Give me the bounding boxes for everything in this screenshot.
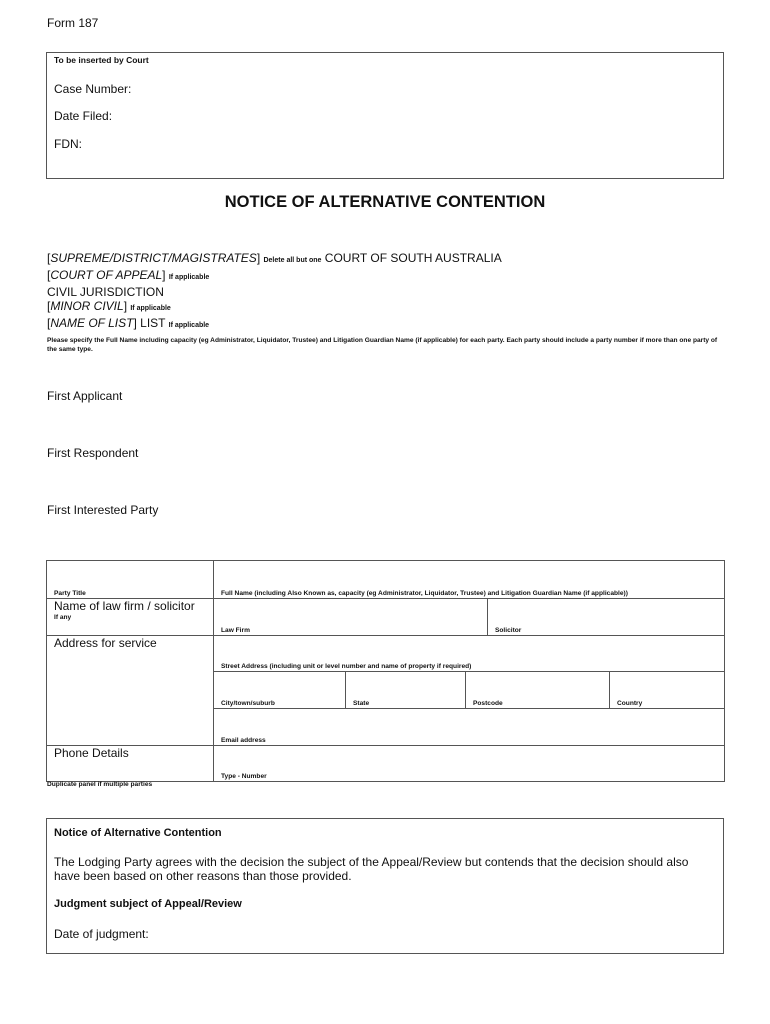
email-cell[interactable]: [214, 709, 725, 746]
law-firm-hint: If any: [54, 614, 72, 621]
party-first-applicant: First Applicant: [47, 389, 123, 403]
phone-heading: Phone Details: [54, 746, 129, 760]
phone-heading-cell: [47, 746, 214, 782]
fdn-label: FDN:: [54, 137, 82, 151]
court-use-box: [46, 52, 724, 179]
party-first-respondent: First Respondent: [47, 446, 139, 460]
solicitor-label: Solicitor: [495, 627, 522, 634]
address-heading-cell: [47, 636, 214, 746]
jurisdiction-line-civil: CIVIL JURISDICTION: [47, 285, 164, 299]
court-hint: Delete all but one: [263, 257, 322, 264]
minor-civil-hint: If applicable: [130, 305, 171, 312]
country-label: Country: [617, 700, 643, 707]
party-title-label: Party Title: [54, 590, 86, 597]
street-cell[interactable]: [214, 636, 725, 672]
city-label: City/town/suburb: [221, 700, 275, 707]
notice-body: The Lodging Party agrees with the decision the subject of the Appeal/Review but contends that the decision should also have been based on other reasons than those provided.: [54, 855, 689, 883]
party-instruction: Please specify the Full Name including capacity (eg Administrator, Liquidator, Trustee) and Litigation Guardian Name (if applicable) for each party. Each party should include a party number if more than one party of the same type.: [47, 337, 718, 353]
jurisdiction-line-court: [SUPREME/DISTRICT/MAGISTRATES] Delete all but one COURT OF SOUTH AUSTRALIA: [47, 251, 502, 265]
type-number-label: Type - Number: [221, 773, 267, 780]
law-firm-heading: Name of law firm / solicitor: [54, 599, 195, 613]
page-title: NOTICE OF ALTERNATIVE CONTENTION: [224, 193, 546, 211]
law-firm-heading-cell: [47, 599, 214, 636]
country-cell[interactable]: [610, 672, 725, 709]
postcode-cell[interactable]: [466, 672, 610, 709]
law-firm-label: Law Firm: [221, 627, 250, 634]
full-name-label: Full Name (including Also Known as, capacity (eg Administrator, Liquidator, Trustee) and Litigation Guardian Name (if applicable)): [221, 590, 628, 597]
full-name-cell[interactable]: [214, 561, 725, 599]
notice-box: [46, 818, 724, 954]
postcode-label: Postcode: [473, 700, 503, 707]
appeal-hint: If applicable: [168, 274, 210, 281]
case-number-label: Case Number:: [54, 82, 132, 96]
jurisdiction-line-list: [NAME OF LIST] LIST If applicable: [47, 316, 210, 330]
email-label: Email address: [221, 737, 266, 744]
state-label: State: [353, 700, 370, 707]
court-name: COURT OF SOUTH AUSTRALIA: [324, 251, 502, 265]
phone-cell[interactable]: [214, 746, 725, 782]
city-cell[interactable]: [214, 672, 346, 709]
list-word: LIST: [140, 316, 166, 330]
party-title-cell[interactable]: [47, 561, 214, 599]
judgment-heading: Judgment subject of Appeal/Review: [54, 898, 242, 910]
list-hint: If applicable: [168, 322, 210, 329]
address-heading: Address for service: [54, 636, 157, 650]
notice-heading: Notice of Alternative Contention: [54, 827, 222, 839]
law-firm-cell[interactable]: [214, 599, 488, 636]
party-details-table: [46, 560, 725, 782]
solicitor-cell[interactable]: [488, 599, 725, 636]
date-of-judgment-label: Date of judgment:: [54, 927, 149, 941]
court-options: SUPREME/DISTRICT/MAGISTRATES: [50, 251, 257, 265]
minor-civil-option: MINOR CIVIL: [50, 299, 124, 313]
party-first-interested: First Interested Party: [47, 503, 159, 517]
court-box-heading: To be inserted by Court: [54, 55, 149, 65]
street-label: Street Address (including unit or level number and name of property if required): [221, 663, 472, 670]
jurisdiction-line-appeal: [COURT OF APPEAL] If applicable: [47, 268, 210, 282]
list-option: NAME OF LIST: [50, 316, 134, 330]
jurisdiction-block: [47, 251, 502, 333]
state-cell[interactable]: [346, 672, 466, 709]
date-filed-label: Date Filed:: [54, 109, 113, 123]
jurisdiction-line-minor: [MINOR CIVIL] If applicable: [47, 299, 171, 313]
form-number: Form 187: [47, 16, 99, 30]
appeal-option: COURT OF APPEAL: [50, 268, 163, 282]
duplicate-note: Duplicate panel if multiple parties: [47, 781, 153, 788]
